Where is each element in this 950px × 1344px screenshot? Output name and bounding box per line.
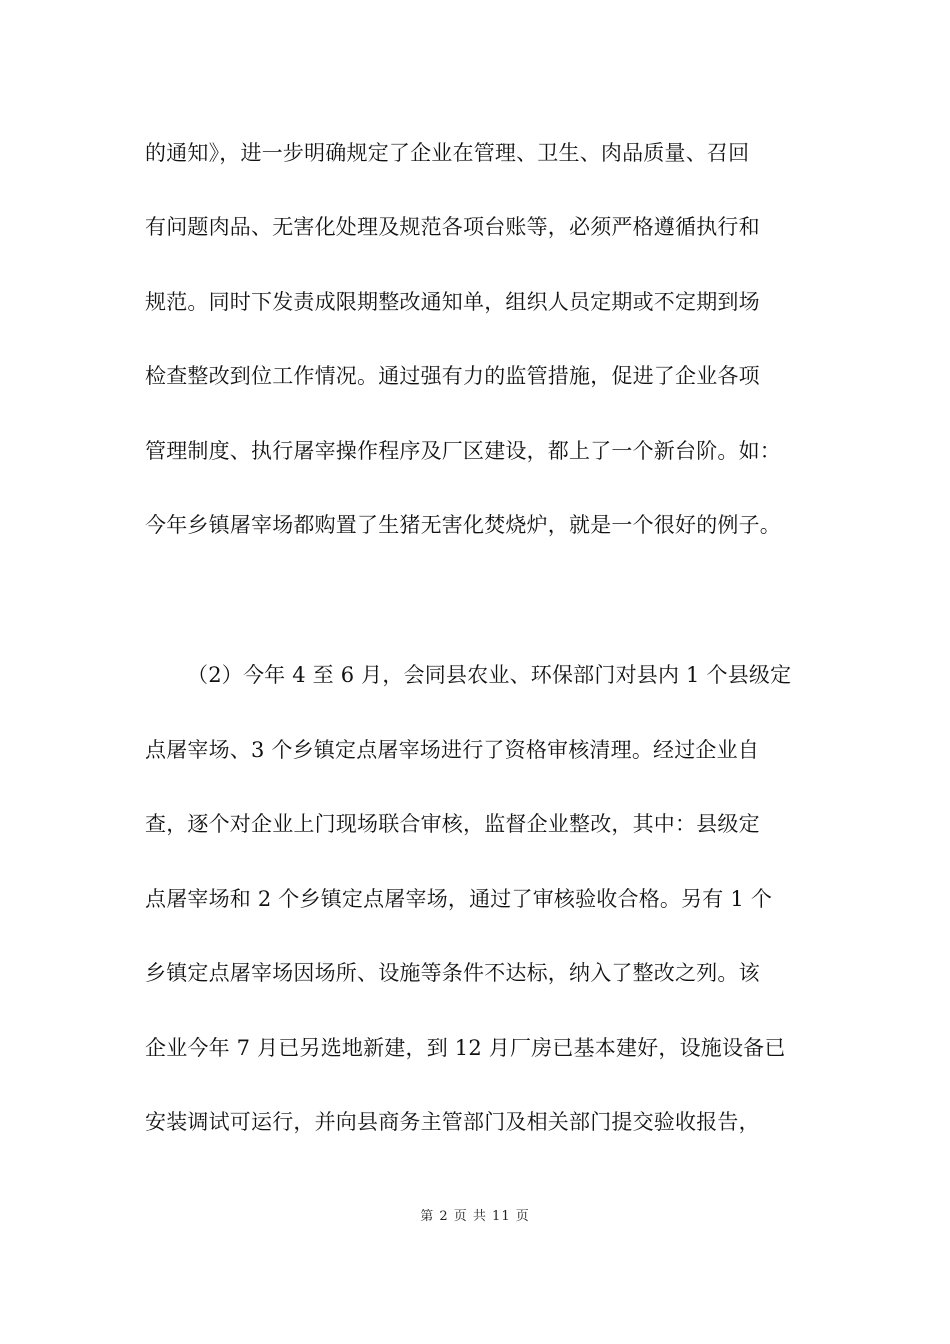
paragraph-1-line-2: 有问题肉品、无害化处理及规范各项台账等，必须严格遵循执行和 (145, 215, 760, 239)
paragraph-1-line-1: 的通知》，进一步明确规定了企业在管理、卫生、肉品质量、召回 (145, 141, 750, 165)
paragraph-2-line-2: 点屠宰场、3 个乡镇定点屠宰场进行了资格审核清理。经过企业自 (145, 738, 760, 762)
page-number-footer: 第 2 页 共 11 页 (420, 1209, 530, 1224)
paragraph-1-line-3: 规范。同时下发责成限期整改通知单，组织人员定期或不定期到场 (145, 290, 760, 314)
paragraph-2-line-7: 安装调试可运行，并向县商务主管部门及相关部门提交验收报告， (145, 1110, 760, 1134)
paragraph-2-line-5: 乡镇定点屠宰场因场所、设施等条件不达标，纳入了整改之列。该 (145, 961, 760, 985)
paragraph-2-line-6: 企业今年 7 月已另选地新建，到 12 月厂房已基本建好，设施设备已 (145, 1036, 786, 1060)
paragraph-1-line-6: 今年乡镇屠宰场都购置了生猪无害化焚烧炉，就是一个很好的例子。 (145, 513, 781, 537)
paragraph-2-line-4: 点屠宰场和 2 个乡镇定点屠宰场，通过了审核验收合格。另有 1 个 (145, 887, 773, 911)
paragraph-1-line-4: 检查整改到位工作情况。通过强有力的监管措施，促进了企业各项 (145, 364, 760, 388)
paragraph-2-line-3: 查，逐个对企业上门现场联合审核，监督企业整改，其中：县级定 (145, 812, 760, 836)
paragraph-2-line-1: （2）今年 4 至 6 月，会同县农业、环保部门对县内 1 个县级定 (187, 663, 792, 687)
paragraph-1-line-5: 管理制度、执行屠宰操作程序及厂区建设，都上了一个新台阶。如： (145, 439, 781, 463)
